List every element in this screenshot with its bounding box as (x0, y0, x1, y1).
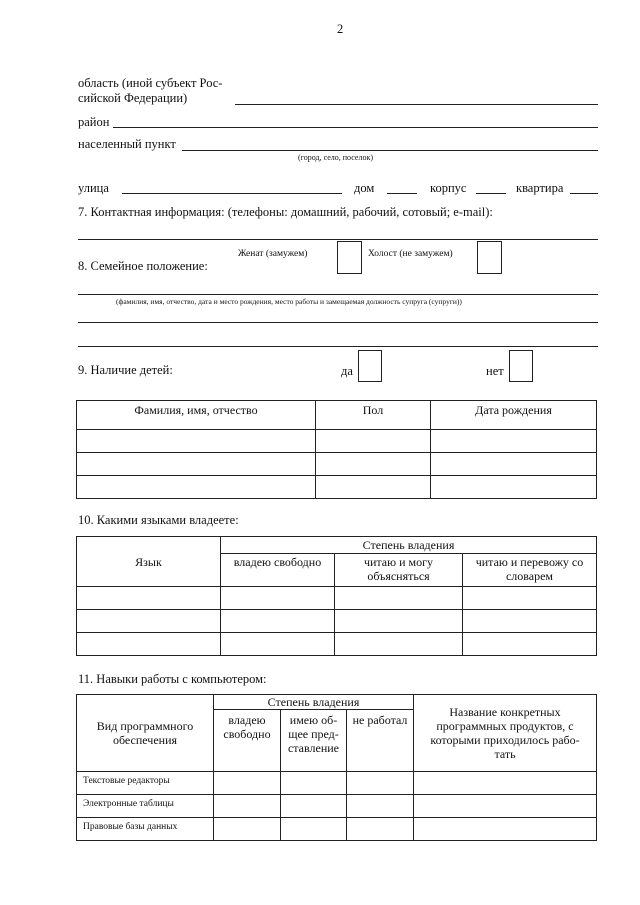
ulitsa-field[interactable] (122, 193, 342, 194)
table-cell[interactable] (281, 795, 347, 818)
header-fluent: владею свободно (214, 710, 281, 772)
header-products: Название конкретных программных продуктов, с которыми приходилось рабо-тать (414, 695, 597, 772)
table-cell[interactable] (335, 633, 463, 656)
raion-label: район (78, 115, 110, 129)
table-cell[interactable] (431, 453, 597, 476)
table-cell[interactable] (221, 587, 335, 610)
table-cell[interactable] (414, 772, 597, 795)
header-read-explain: читаю и могу объясняться (335, 554, 463, 587)
table-cell[interactable] (463, 633, 597, 656)
table-row (77, 430, 597, 453)
dom-label: дом (354, 181, 375, 195)
table-cell[interactable] (281, 772, 347, 795)
dom-field[interactable] (387, 193, 417, 194)
table-cell[interactable] (316, 430, 431, 453)
table-cell[interactable] (347, 795, 414, 818)
table-cell[interactable] (347, 818, 414, 841)
table-cell[interactable] (214, 795, 281, 818)
single-label: Холост (не замужем) (368, 249, 453, 259)
spouse-hint: (фамилия, имя, отчество, дата и место рождения, место работы и замещаемая должность супруга (супруги)) (116, 297, 462, 306)
row-label: Текстовые редакторы (77, 772, 214, 795)
computer-skills-table (76, 694, 597, 841)
table-row (77, 795, 597, 818)
languages-table (76, 536, 597, 656)
header-language: Язык (77, 537, 221, 587)
table-row (77, 633, 597, 656)
section10-label: 10. Какими языками владеете: (78, 513, 239, 527)
korpus-label: корпус (430, 181, 467, 195)
table-row (77, 610, 597, 633)
children-yes-label: да (341, 364, 353, 378)
page-number: 2 (337, 22, 344, 36)
header-proficiency: Степень владения (221, 537, 597, 554)
table-cell[interactable] (431, 430, 597, 453)
punkt-label: населенный пункт (78, 137, 176, 151)
table-row (77, 476, 597, 499)
contact-field[interactable] (78, 239, 598, 240)
table-row (77, 587, 597, 610)
table-row (77, 818, 597, 841)
header-general-idea: имею об-щее пред-ставление (281, 710, 347, 772)
table-cell[interactable] (316, 476, 431, 499)
table-cell[interactable] (463, 587, 597, 610)
section9-label: 9. Наличие детей: (78, 363, 173, 377)
table-header-row (77, 537, 597, 554)
single-checkbox[interactable] (477, 241, 502, 274)
table-cell[interactable] (77, 610, 221, 633)
header-not-worked: не работал (347, 710, 414, 772)
table-cell[interactable] (77, 430, 316, 453)
table-cell[interactable] (463, 610, 597, 633)
table-cell[interactable] (335, 587, 463, 610)
table-cell[interactable] (347, 772, 414, 795)
section11-label: 11. Навыки работы с компьютером: (78, 672, 267, 686)
table-cell[interactable] (77, 453, 316, 476)
table-row (77, 772, 597, 795)
married-checkbox[interactable] (337, 241, 362, 274)
header-sex: Пол (316, 401, 431, 430)
kvartira-field[interactable] (570, 193, 598, 194)
table-cell[interactable] (214, 772, 281, 795)
table-row (77, 453, 597, 476)
spouse-field-3[interactable] (78, 346, 598, 347)
spouse-field-2[interactable] (78, 322, 598, 323)
ulitsa-label: улица (78, 181, 109, 195)
oblast-label-line2: сийской Федерации) (78, 91, 188, 105)
section8-label: 8. Семейное положение: (78, 259, 208, 273)
children-no-checkbox[interactable] (509, 350, 533, 382)
table-cell[interactable] (414, 818, 597, 841)
table-cell[interactable] (335, 610, 463, 633)
header-birthdate: Дата рождения (431, 401, 597, 430)
table-cell[interactable] (414, 795, 597, 818)
row-label: Электронные таблицы (77, 795, 214, 818)
children-yes-checkbox[interactable] (358, 350, 382, 382)
section7-label: 7. Контактная информация: (телефоны: домашний, рабочий, сотовый; e-mail): (78, 205, 493, 219)
table-cell[interactable] (221, 633, 335, 656)
header-software-type: Вид программного обеспечения (77, 695, 214, 772)
table-cell[interactable] (221, 610, 335, 633)
table-cell[interactable] (77, 587, 221, 610)
header-read-dictionary: читаю и перевожу со словарем (463, 554, 597, 587)
korpus-field[interactable] (476, 193, 506, 194)
table-cell[interactable] (77, 633, 221, 656)
header-fluent: владею свободно (221, 554, 335, 587)
kvartira-label: квартира (516, 181, 564, 195)
raion-field[interactable] (113, 127, 598, 128)
married-label: Женат (замужем) (238, 249, 308, 259)
children-no-label: нет (486, 364, 504, 378)
punkt-hint: (город, село, поселок) (298, 153, 373, 162)
spouse-field-1[interactable] (78, 294, 598, 295)
table-cell[interactable] (214, 818, 281, 841)
oblast-label-line1: область (иной субъект Рос- (78, 76, 223, 90)
table-header-row (77, 401, 597, 430)
table-cell[interactable] (431, 476, 597, 499)
oblast-field[interactable] (235, 104, 598, 105)
table-header-row (77, 695, 597, 710)
punkt-field[interactable] (182, 150, 598, 151)
header-fio: Фамилия, имя, отчество (77, 401, 316, 430)
children-table (76, 400, 597, 499)
table-cell[interactable] (281, 818, 347, 841)
table-cell[interactable] (77, 476, 316, 499)
row-label: Правовые базы данных (77, 818, 214, 841)
table-cell[interactable] (316, 453, 431, 476)
header-proficiency: Степень владения (214, 695, 414, 710)
